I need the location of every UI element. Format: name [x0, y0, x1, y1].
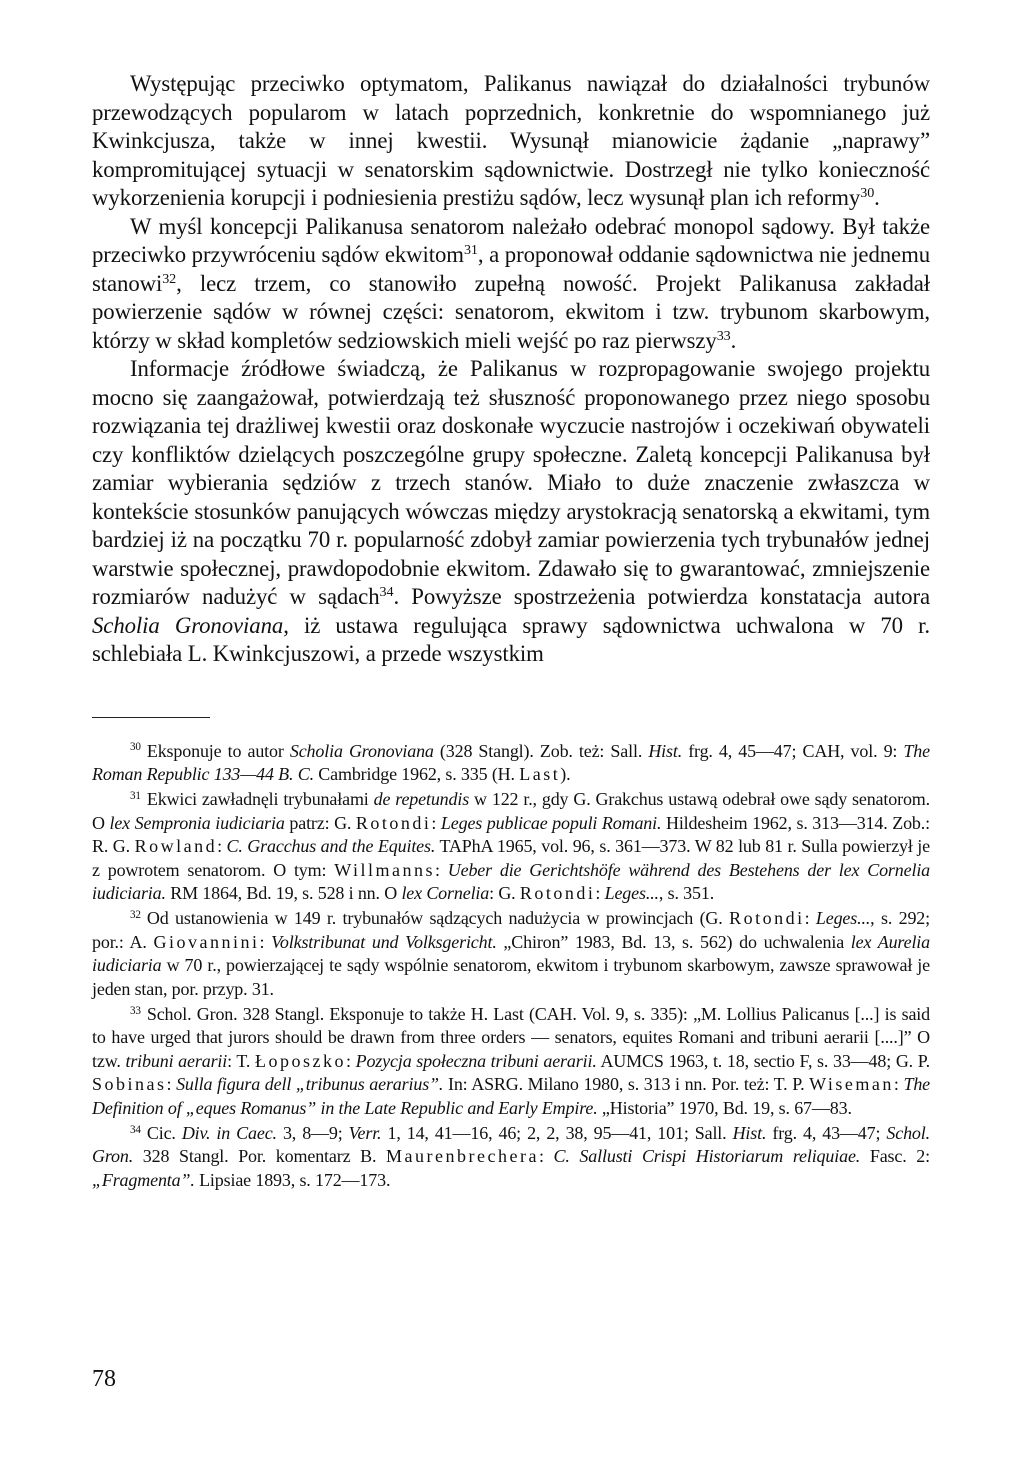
footnote-text: patrz: G.	[284, 812, 356, 833]
footnote-text: Cambridge 1962, s. 335 (H.	[313, 763, 520, 784]
footnote-text: , s. 292; por.: A.	[92, 908, 931, 952]
footnotes	[92, 740, 930, 1193]
footnote-ref-33: 33	[716, 327, 731, 344]
main-text	[92, 70, 930, 669]
italic-title: Ueber die Gerichtshöfe während des Bestehens der lex Cornelia iudiciaria.	[92, 859, 931, 903]
footnote-text: TAPhA 1965, vol. 96, s. 361—373. W 82 lub 81 r. Sulla powierzył je z powrotem senatorom. O tym:	[92, 836, 931, 880]
italic-title: Volkstribunat und Volksgericht.	[271, 931, 497, 952]
footnote-text: :	[217, 836, 227, 857]
footnote-text: 1, 14, 41—16, 46; 2, 2, 38, 95—41, 101; Sall.	[381, 1123, 733, 1143]
footnote-text: „Historia” 1970, Bd. 19, s. 67—83.	[597, 1097, 852, 1118]
footnote-text: 3, 8—9;	[276, 1123, 349, 1143]
footnote-ref-31: 31	[463, 242, 478, 259]
footnote-text: ).	[560, 763, 571, 784]
paragraph-text: Informacje źródłowe świadczą, że Palikanus w rozpropagowanie swojego projektu mocno się zaangażował, potwierdzają też słuszność proponowanego przez niego sposobu rozwiązania tej drażliwej kwestii oraz doskonałe wyczucie nastrojów i oczekiwań obywateli czy konfliktów dzielących poszczególne grupy społeczne. Zaletą koncepcji Palikanusa był zamiar wybierania sędziów z trzech stanów. Miało to duże znaczenie zwłaszcza w kontekście stosunków panujących wówczas między arystokracją senatorską a ekwitami, tym bardziej iż na początku 70 r. popularność zdobył zamiar powierzenia tych trybunałów jednej warstwie społecznej, prawdopodobnie ekwitom. Zdawało się to gwarantować, zmniejszenie rozmiarów nadużyć w sądach	[92, 356, 930, 609]
footnote-text: Eksponuje to autor	[146, 740, 290, 761]
footnote-separator	[92, 717, 210, 718]
footnote-text: , s. 351.	[658, 882, 715, 903]
italic-title: Scholia Gronoviana	[289, 740, 434, 761]
italic-title: Hist.	[732, 1123, 767, 1143]
footnote-text: :	[804, 908, 816, 929]
italic-title: Pozycja społeczna tribuni aerarii.	[355, 1050, 597, 1071]
italic-title: lex Sempronia iudiciaria	[109, 812, 285, 833]
italic-title: „Fragmenta”.	[92, 1169, 195, 1190]
italic-title: Schol. Gron.	[92, 1123, 930, 1167]
footnote-text: :	[346, 1050, 356, 1071]
footnote-text: :	[259, 931, 272, 952]
footnote-text: frg. 4, 45—47; CAH, vol. 9:	[682, 740, 904, 761]
author-name: Rotondi	[355, 812, 432, 833]
italic-title: Hist.	[648, 740, 683, 761]
author-name: Rotondi	[729, 908, 805, 929]
paragraph-text: .	[874, 185, 880, 210]
italic-title: de repetundis	[373, 789, 470, 810]
footnote-ref-32: 32	[162, 270, 177, 287]
footnote-text: frg. 4, 43—47;	[766, 1123, 887, 1143]
paragraph-text: .	[730, 327, 737, 353]
italic-title: lex Cornelia	[401, 882, 490, 903]
footnote-number: 33	[130, 1004, 141, 1017]
italic-title: Leges...	[604, 882, 659, 903]
footnote-text: Ekwici zawładnęli trybunałami	[146, 789, 374, 810]
footnote-33	[92, 1003, 930, 1120]
author-name: Łoposzko	[255, 1050, 346, 1071]
paragraph-text: , iż ustawa regulująca sprawy sądownictwa uchwalona w 70 r. schlebiała L. Kwinkcjuszowi, a przede wszystkim	[92, 612, 930, 666]
footnote-number: 34	[130, 1123, 141, 1136]
italic-title: Leges...	[815, 908, 871, 929]
footnote-30	[92, 740, 930, 787]
paragraph-text: Występując przeciwko optymatom, Palikanus nawiązał do działalności trybunów przewodzących popularom w latach poprzednich, konkretnie do wspomnianego już Kwinkcjusza, także w innej kwestii. Wysunął mianowicie żądanie „naprawy” kompromitującej sytuacji w senatorskim sądownictwie. Dostrzegł nie tylko konieczność wykorzenienia korupcji i podniesienia prestiżu sądów, lecz wysunął plan ich reformy	[92, 71, 930, 210]
footnote-text: :	[431, 812, 441, 833]
footnote-text: w 122 r., gdy G. Grakchus ustawą odebrał owe sądy senatorom. O	[92, 789, 930, 833]
italic-title: Verr.	[348, 1123, 382, 1143]
footnote-text: Lipsiae 1893, s. 172—173.	[194, 1169, 391, 1190]
footnote-number: 31	[130, 790, 141, 803]
paragraph-text: . Powyższe spostrzeżenia potwierdza konstatacja autora	[393, 584, 930, 609]
footnote-text: 328 Stangl. Por. komentarz B.	[133, 1146, 387, 1167]
footnote-text: :	[893, 1074, 904, 1095]
author-name: Willmanns	[334, 859, 436, 880]
footnote-number: 30	[130, 741, 141, 754]
italic-title: Div. in Caec.	[181, 1123, 277, 1143]
footnote-text: w 70 r., powierzającej te sądy wspólnie senatorom, ekwitom i trybunom skarbowym, zawsze sprawował je jeden stan, por. przyp. 31.	[92, 955, 930, 999]
footnote-text: (328 Stangl). Zob. też: Sall.	[433, 740, 649, 761]
author-name: Rotondi	[519, 882, 596, 903]
footnote-31	[92, 788, 930, 905]
author-name: Sobinas	[92, 1074, 167, 1095]
footnote-number: 32	[130, 909, 141, 922]
paragraph-1	[92, 70, 930, 213]
italic-title: C. Gracchus and the Equites.	[226, 836, 436, 857]
footnote-text: :	[595, 882, 605, 903]
footnote-text: Schol. Gron. 328 Stangl. Eksponuje to także H. Last (CAH. Vol. 9, s. 335): „M. Lollius Palicanus [...] is said to have urged that jurors should be drawn from three orders — senators, equites Romani and tribuni aerarii [....]” O tzw.	[92, 1003, 930, 1071]
footnote-32	[92, 907, 930, 1001]
italic-title: lex Aurelia iudiciaria	[92, 931, 931, 976]
author-name: Giovannini	[153, 931, 260, 952]
footnote-text: In: ASRG. Milano 1980, s. 313 i nn. Por. też: T. P.	[443, 1074, 810, 1095]
footnote-text: : G.	[489, 882, 520, 903]
italic-title: Leges publicae populi Romani.	[440, 812, 662, 833]
footnote-text: Od ustanowienia w 149 r. trybunałów sądzących nadużycia w prowincjach (G.	[146, 908, 730, 929]
footnote-text: RM 1864, Bd. 19, s. 528 i nn. O	[165, 882, 402, 903]
paragraph-text: , a proponował oddanie sądownictwa nie jednemu stanowi	[92, 242, 930, 296]
footnote-text: :	[435, 859, 448, 880]
italic-title: tribuni aerarii	[125, 1050, 228, 1071]
italic-title: The Definition of „eques Romanus” in the Late Republic and Early Empire.	[92, 1074, 931, 1118]
page-number: 78	[92, 1366, 116, 1392]
footnote-text: Fasc. 2:	[860, 1146, 931, 1167]
italic-title: The Roman Republic 133—44 B. C.	[92, 740, 930, 784]
footnote-text: Hildesheim 1962, s. 313—314. Zob.: R. G.	[92, 812, 930, 857]
footnote-text: :	[166, 1074, 177, 1095]
footnote-34	[92, 1122, 930, 1192]
author-name: Wiseman	[809, 1074, 894, 1095]
footnote-text: : T.	[227, 1050, 255, 1071]
author-name: Last	[519, 763, 561, 784]
footnote-text: Cic.	[146, 1123, 182, 1143]
paragraph-text: , lecz trzem, co stanowiło zupełną nowość. Projekt Palikanusa zakładał powierzenie sądów w równej części: senatorom, ekwitom i tzw. trybunom skarbowym, którzy w skład kompletów sedziowskich mieli wejść po raz pierwszy	[92, 270, 930, 353]
paragraph-text: W myśl koncepcji Palikanusa senatorom należało odebrać monopol sądowy. Był także przeciwko przywróceniu sądów ekwitom	[92, 213, 930, 267]
page-content	[92, 70, 930, 1194]
italic-title: Sulla figura dell „tribunus aerarius”.	[176, 1074, 444, 1095]
footnote-text: „Chiron” 1983, Bd. 13, s. 562) do uchwalenia	[496, 931, 851, 952]
footnote-ref-30: 30	[860, 185, 875, 202]
author-name: Maurenbrechera	[386, 1146, 539, 1167]
paragraph-2	[92, 213, 930, 356]
paragraph-3	[92, 355, 930, 669]
author-name: Rowland	[134, 836, 218, 857]
italic-title: Scholia Gronoviana	[92, 612, 284, 638]
footnote-text: AUMCS 1963, t. 18, sectio F, s. 33—48; G. P.	[596, 1050, 930, 1071]
italic-title: C. Sallusti Crispi Historiarum reliquiae.	[553, 1146, 861, 1167]
footnote-ref-34: 34	[379, 584, 394, 601]
footnote-text: :	[538, 1146, 554, 1167]
